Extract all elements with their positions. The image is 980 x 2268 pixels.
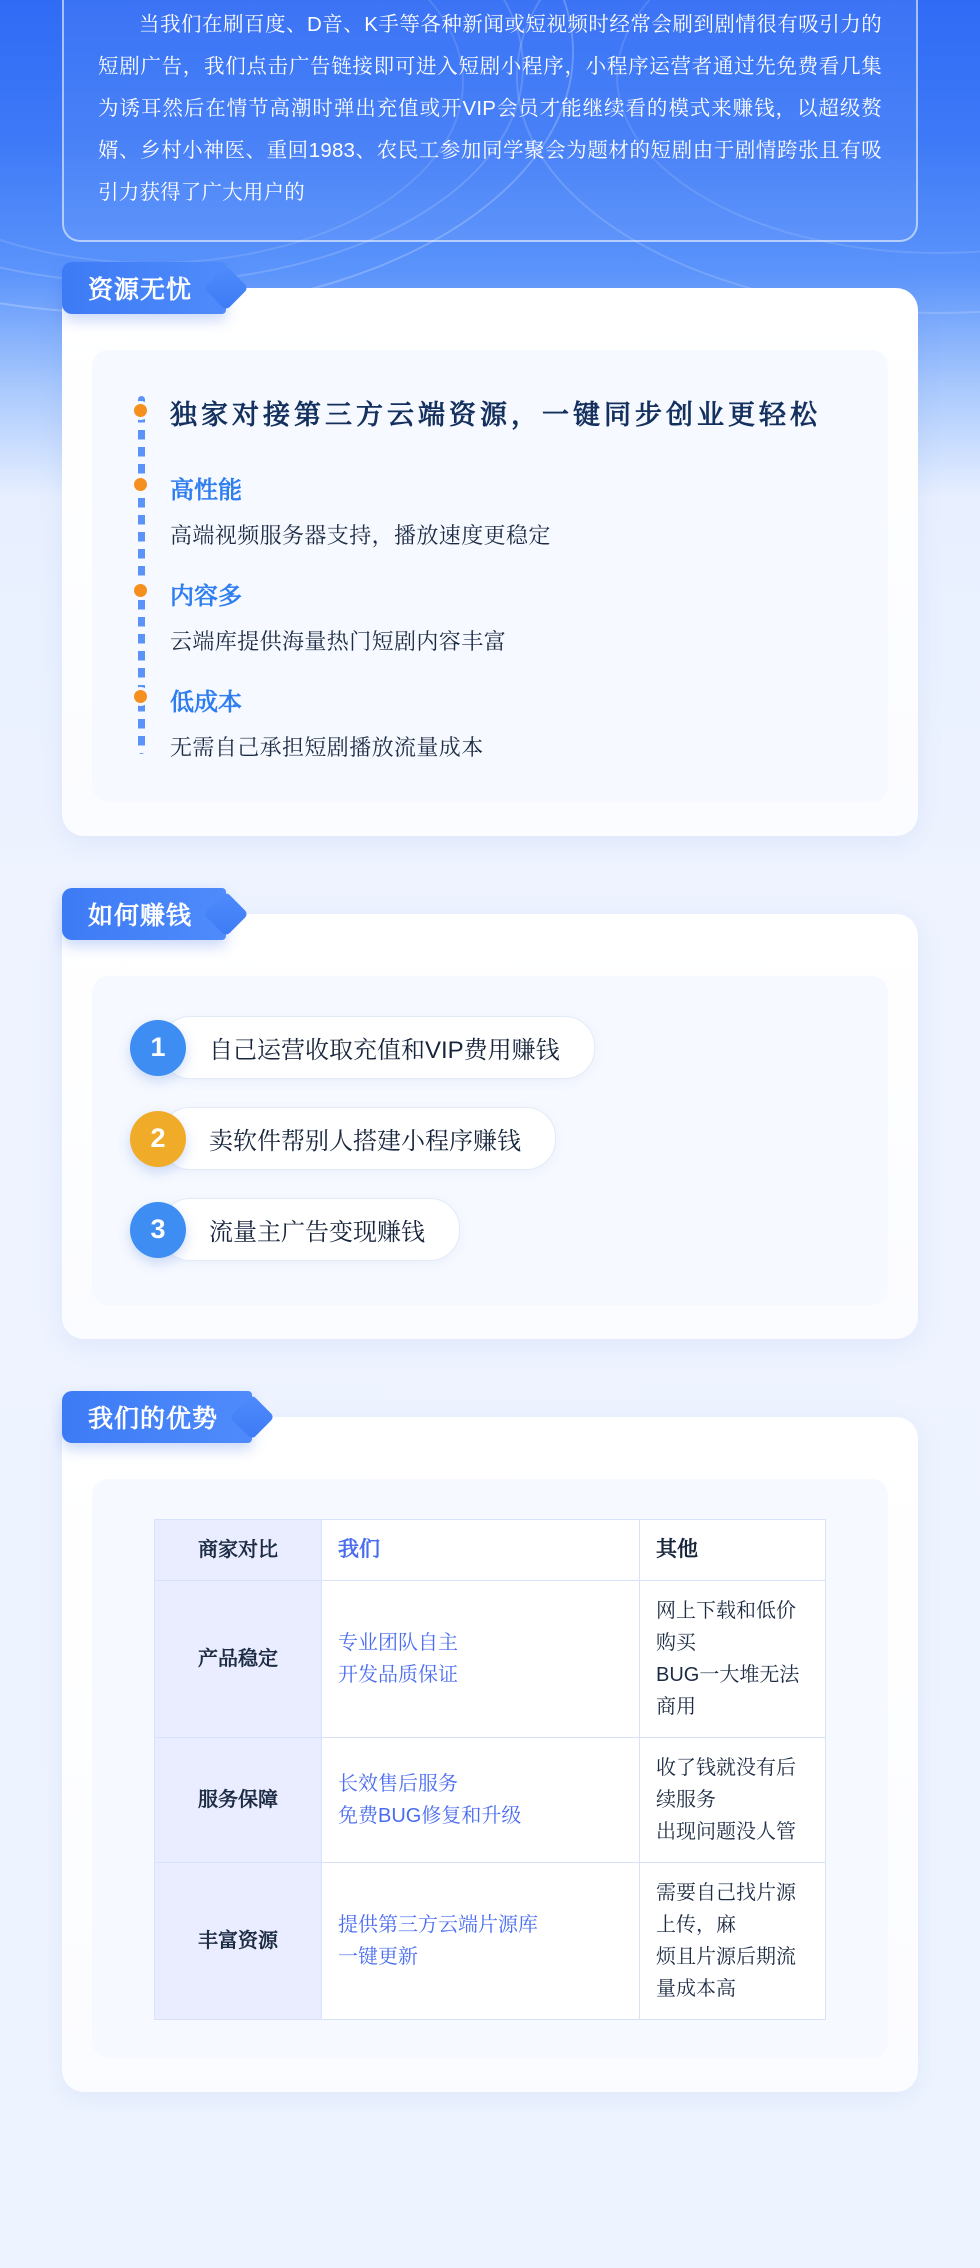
table-cell-line: 开发品质保证 (338, 1664, 458, 1686)
resource-item-2 (170, 576, 850, 656)
table-cell-ours (322, 1863, 640, 2020)
table-cell-line: 免费BUG修复和升级 (338, 1805, 522, 1827)
resource-item-1-text: 高端视频服务器支持，播放速度更稳定 (170, 523, 551, 548)
money-row (130, 1016, 850, 1079)
table-cell-line: 提供第三方云端片源库 (338, 1914, 538, 1936)
bullet-dot-icon (134, 478, 147, 491)
section-resource (62, 276, 918, 836)
money-text-3: 流量主广告变现赚钱 (160, 1198, 460, 1261)
resource-item-3 (170, 682, 850, 762)
table-cell-line: 出现问题没人管 (656, 1821, 796, 1843)
section-advantage (62, 1405, 918, 2092)
table-cell-theirs (640, 1738, 826, 1863)
section-advantage-inner (62, 1417, 918, 2092)
resource-lead-text: 独家对接第三方云端资源，一键同步创业更轻松 (170, 400, 821, 430)
table-row-header (155, 1520, 826, 1581)
bullet-dot-icon (134, 584, 147, 597)
bullet-dot-icon (134, 690, 147, 703)
section-resource-inner (62, 288, 918, 836)
section-title-resource: 资源无忧 (62, 262, 226, 314)
money-badge-1: 1 (130, 1020, 186, 1076)
table-cell-category: 产品稳定 (155, 1581, 322, 1738)
table-cell-category: 服务保障 (155, 1738, 322, 1863)
money-text-1: 自己运营收取充值和VIP费用赚钱 (160, 1016, 595, 1079)
resource-card-body (92, 350, 888, 802)
table-cell-ours (322, 1738, 640, 1863)
table-cell-line: BUG一大堆无法商用 (656, 1664, 800, 1718)
money-row (130, 1107, 850, 1170)
table-header-theirs: 其他 (640, 1520, 826, 1581)
section-title-money: 如何赚钱 (62, 888, 226, 940)
advantage-card-body (92, 1479, 888, 2058)
intro-paragraph: 当我们在刷百度、D音、K手等各种新闻或短视频时经常会刷到剧情很有吸引力的短剧广告，我们点击广告链接即可进入短剧小程序，小程序运营者通过先免费看几集为诱耳然后在情节高潮时弹出充值或开VIP会员才能继续看的模式来赚钱，以超级赘婿、乡村小神医、重回1983、农民工参加同学聚会为题材的短剧由于剧情跨张且有吸引力获得了广大用户的 (98, 13, 882, 204)
section-money (62, 902, 918, 1339)
advantage-table-wrap (130, 1519, 850, 2020)
advantage-table (154, 1519, 826, 2020)
money-badge-2: 2 (130, 1111, 186, 1167)
table-header-ours: 我们 (322, 1520, 640, 1581)
table-cell-theirs (640, 1863, 826, 2020)
money-text-2: 卖软件帮别人搭建小程序赚钱 (160, 1107, 556, 1170)
table-cell-category: 丰富资源 (155, 1863, 322, 2020)
money-card-body (92, 976, 888, 1305)
table-cell-line: 网上下载和低价购买 (656, 1600, 796, 1654)
section-title-advantage: 我们的优势 (62, 1391, 252, 1443)
section-money-inner (62, 914, 918, 1339)
table-cell-line: 收了钱就没有后续服务 (656, 1757, 796, 1811)
bullet-dot-icon (134, 404, 147, 417)
resource-lead-item (170, 390, 850, 440)
bottom-spacer (0, 2092, 980, 2152)
table-row (155, 1863, 826, 2020)
money-row (130, 1198, 850, 1261)
resource-item-3-text: 无需自己承担短剧播放流量成本 (170, 735, 484, 760)
resource-item-2-title: 内容多 (170, 583, 242, 610)
table-cell-line: 长效售后服务 (338, 1773, 458, 1795)
resource-item-1 (170, 470, 850, 550)
resource-rail (130, 390, 850, 762)
table-header-category: 商家对比 (155, 1520, 322, 1581)
intro-card (62, 0, 918, 242)
table-cell-line: 烦且片源后期流量成本高 (656, 1946, 796, 2000)
table-cell-line: 一键更新 (338, 1946, 418, 1968)
table-cell-line: 专业团队自主 (338, 1632, 458, 1654)
money-badge-3: 3 (130, 1202, 186, 1258)
table-row (155, 1738, 826, 1863)
table-row (155, 1581, 826, 1738)
table-cell-line: 需要自己找片源上传，麻 (656, 1882, 796, 1936)
resource-item-2-text: 云端库提供海量热门短剧内容丰富 (170, 629, 507, 654)
table-cell-theirs (640, 1581, 826, 1738)
resource-item-1-title: 高性能 (170, 477, 242, 504)
resource-item-3-title: 低成本 (170, 689, 242, 716)
table-cell-ours (322, 1581, 640, 1738)
